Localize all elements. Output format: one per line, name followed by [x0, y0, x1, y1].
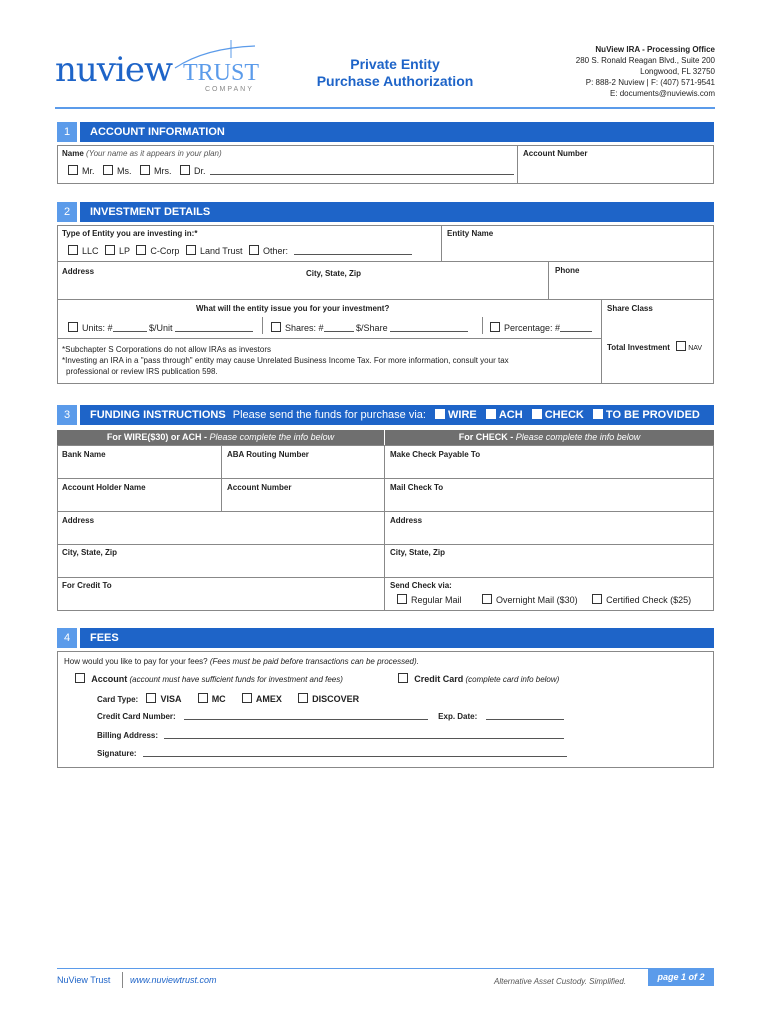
section2-title: INVESTMENT DETAILS [80, 202, 714, 222]
entity-name-label: Entity Name [447, 229, 494, 238]
footer-divider [57, 968, 714, 969]
check-header-label: For CHECK - [458, 432, 514, 442]
llc-label: LLC [82, 246, 99, 256]
note-ubit: *Investing an IRA in a "pass through" entity may cause Unrelated Business Income Tax. For more information, consult your tax [62, 356, 509, 365]
billing-address-field[interactable] [164, 731, 564, 739]
entity-phone-label: Phone [555, 266, 580, 275]
logo [55, 38, 265, 98]
signature-field[interactable] [143, 749, 567, 757]
check-header-hint: Please complete the info below [515, 432, 641, 442]
share-price-field[interactable] [390, 324, 468, 332]
fees-account-checkbox[interactable] [75, 673, 85, 683]
office-phone: P: 888-2 Nuview | F: (407) 571-9541 [585, 78, 715, 87]
check-checkbox[interactable] [532, 409, 542, 419]
share-class-label: Share Class [607, 304, 653, 313]
signature-label: Signature: [97, 749, 137, 758]
logo-main: nuview [55, 50, 173, 90]
office-email: E: documents@nuviewis.com [609, 89, 715, 98]
unit-price-label: $/Unit [149, 323, 173, 333]
overnight-mail-checkbox[interactable] [482, 594, 492, 604]
land-trust-checkbox[interactable] [186, 245, 196, 255]
funding-box [57, 445, 714, 611]
entity-type-label: Type of Entity you are investing in:* [62, 229, 198, 238]
mc-label: MC [211, 694, 226, 704]
overnight-mail-label: Overnight Mail ($30) [496, 595, 578, 605]
nav-label: NAV [688, 345, 703, 352]
footer-tagline: Alternative Asset Custody. Simplified. [494, 977, 627, 986]
fees-question-hint: (Fees must be paid before transactions can be processed). [209, 657, 419, 666]
name-field[interactable] [210, 167, 514, 175]
bank-name-label: Bank Name [62, 450, 106, 459]
section3-header [80, 405, 714, 425]
ach-checkbox[interactable] [486, 409, 496, 419]
send-via-label: Send Check via: [390, 581, 452, 590]
account-number-label: Account Number [523, 149, 588, 158]
note-ubit-cont: professional or review IRS publication 598. [66, 367, 218, 376]
wire-header [57, 430, 384, 445]
card-number-field[interactable] [184, 712, 428, 720]
other-label: Other: [262, 246, 288, 256]
form-title-line1: Private Entity [350, 56, 440, 72]
wire-checkbox[interactable] [435, 409, 445, 419]
aba-label: ABA Routing Number [227, 450, 309, 459]
shares-label: Shares: # [285, 323, 324, 333]
discover-label: DISCOVER [312, 694, 360, 704]
discover-checkbox[interactable] [298, 693, 308, 703]
fees-card-hint: (complete card info below) [465, 675, 560, 684]
card-number-label: Credit Card Number: [97, 712, 176, 721]
fees-card-label: Credit Card [414, 674, 464, 684]
section1-title: ACCOUNT INFORMATION [80, 122, 714, 142]
mc-checkbox[interactable] [198, 693, 208, 703]
mr-checkbox[interactable] [68, 165, 78, 175]
entity-city-label: City, State, Zip [306, 269, 361, 278]
mail-to-label: Mail Check To [390, 483, 444, 492]
units-field[interactable] [113, 324, 147, 332]
units-label: Units: # [82, 323, 113, 333]
wire-address-label: Address [62, 516, 95, 525]
billing-address-label: Billing Address: [97, 731, 159, 740]
units-checkbox[interactable] [68, 322, 78, 332]
other-checkbox[interactable] [249, 245, 259, 255]
lp-checkbox[interactable] [105, 245, 115, 255]
section3-title: FUNDING INSTRUCTIONS [90, 409, 226, 421]
form-title-line2: Purchase Authorization [316, 73, 474, 89]
entity-address-label: Address [62, 267, 95, 276]
share-price-label: $/Share [356, 323, 388, 333]
issue-question: What will the entity issue you for your investment? [196, 304, 390, 313]
footer-url[interactable]: www.nuviewtrust.com [130, 975, 217, 985]
certified-check-label: Certified Check ($25) [606, 595, 692, 605]
check-header [385, 430, 714, 445]
percentage-checkbox[interactable] [490, 322, 500, 332]
nav-checkbox[interactable] [676, 341, 686, 351]
office-address1: 280 S. Ronald Reagan Blvd., Suite 200 [575, 56, 715, 65]
section4-title: FEES [80, 628, 714, 648]
note-s-corp: *Subchapter S Corporations do not allow IRAs as investors [62, 345, 271, 354]
ms-checkbox[interactable] [103, 165, 113, 175]
wire-label: WIRE [448, 409, 477, 421]
card-type-label: Card Type: [97, 695, 139, 704]
section3-number: 3 [57, 405, 77, 425]
mrs-label: Mrs. [154, 166, 172, 176]
mrs-checkbox[interactable] [140, 165, 150, 175]
payable-to-label: Make Check Payable To [390, 450, 481, 459]
wire-header-hint: Please complete the info below [209, 432, 335, 442]
ccorp-checkbox[interactable] [136, 245, 146, 255]
exp-date-label: Exp. Date: [438, 712, 478, 721]
footer-page: page 1 of 2 [648, 968, 714, 986]
holder-label: Account Holder Name [62, 483, 146, 492]
percentage-field[interactable] [560, 324, 592, 332]
name-hint: (Your name as it appears in your plan) [86, 149, 222, 158]
wire-city-label: City, State, Zip [62, 548, 117, 557]
header-divider [55, 107, 715, 109]
lp-label: LP [119, 246, 130, 256]
certified-check-checkbox[interactable] [592, 594, 602, 604]
dr-label: Dr. [194, 166, 206, 176]
footer-brand: NuView Trust [57, 975, 111, 985]
fees-question: How would you like to pay for your fees? [64, 657, 208, 666]
dr-checkbox[interactable] [180, 165, 190, 175]
section2-number: 2 [57, 202, 77, 222]
ccorp-label: C-Corp [150, 246, 180, 256]
ach-label: ACH [498, 409, 523, 421]
regular-mail-label: Regular Mail [411, 595, 462, 605]
check-city-label: City, State, Zip [390, 548, 445, 557]
office-address2: Longwood, FL 32750 [640, 67, 715, 76]
exp-date-field[interactable] [486, 712, 564, 720]
tbp-label: TO BE PROVIDED [605, 409, 700, 421]
acct-num-label: Account Number [227, 483, 292, 492]
ms-label: Ms. [117, 166, 132, 176]
amex-checkbox[interactable] [242, 693, 252, 703]
fees-card-checkbox[interactable] [398, 673, 408, 683]
credit-to-label: For Credit To [62, 581, 112, 590]
tbp-checkbox[interactable] [593, 409, 603, 419]
land-trust-label: Land Trust [199, 246, 243, 256]
mr-label: Mr. [82, 166, 95, 176]
wire-header-label: For WIRE($30) or ACH - [106, 432, 208, 442]
shares-checkbox[interactable] [271, 322, 281, 332]
unit-price-field[interactable] [175, 324, 253, 332]
fees-account-hint: (account must have sufficient funds for investment and fees) [129, 675, 343, 684]
check-address-label: Address [390, 516, 423, 525]
visa-label: VISA [160, 694, 182, 704]
other-field[interactable] [294, 247, 412, 255]
percentage-label: Percentage: # [504, 323, 561, 333]
regular-mail-checkbox[interactable] [397, 594, 407, 604]
logo-company: COMPANY [205, 86, 254, 93]
section1-number: 1 [57, 122, 77, 142]
amex-label: AMEX [255, 694, 282, 704]
check-label: CHECK [544, 409, 584, 421]
name-label: Name [62, 149, 84, 158]
visa-checkbox[interactable] [146, 693, 156, 703]
llc-checkbox[interactable] [68, 245, 78, 255]
office-name: NuView IRA - Processing Office [595, 45, 715, 54]
section4-number: 4 [57, 628, 77, 648]
fees-account-label: Account [91, 674, 128, 684]
logo-trust: TRUST [183, 60, 260, 86]
shares-field[interactable] [324, 324, 354, 332]
total-investment-label: Total Investment [607, 343, 670, 352]
section3-subtitle: Please send the funds for purchase via: [232, 409, 426, 421]
